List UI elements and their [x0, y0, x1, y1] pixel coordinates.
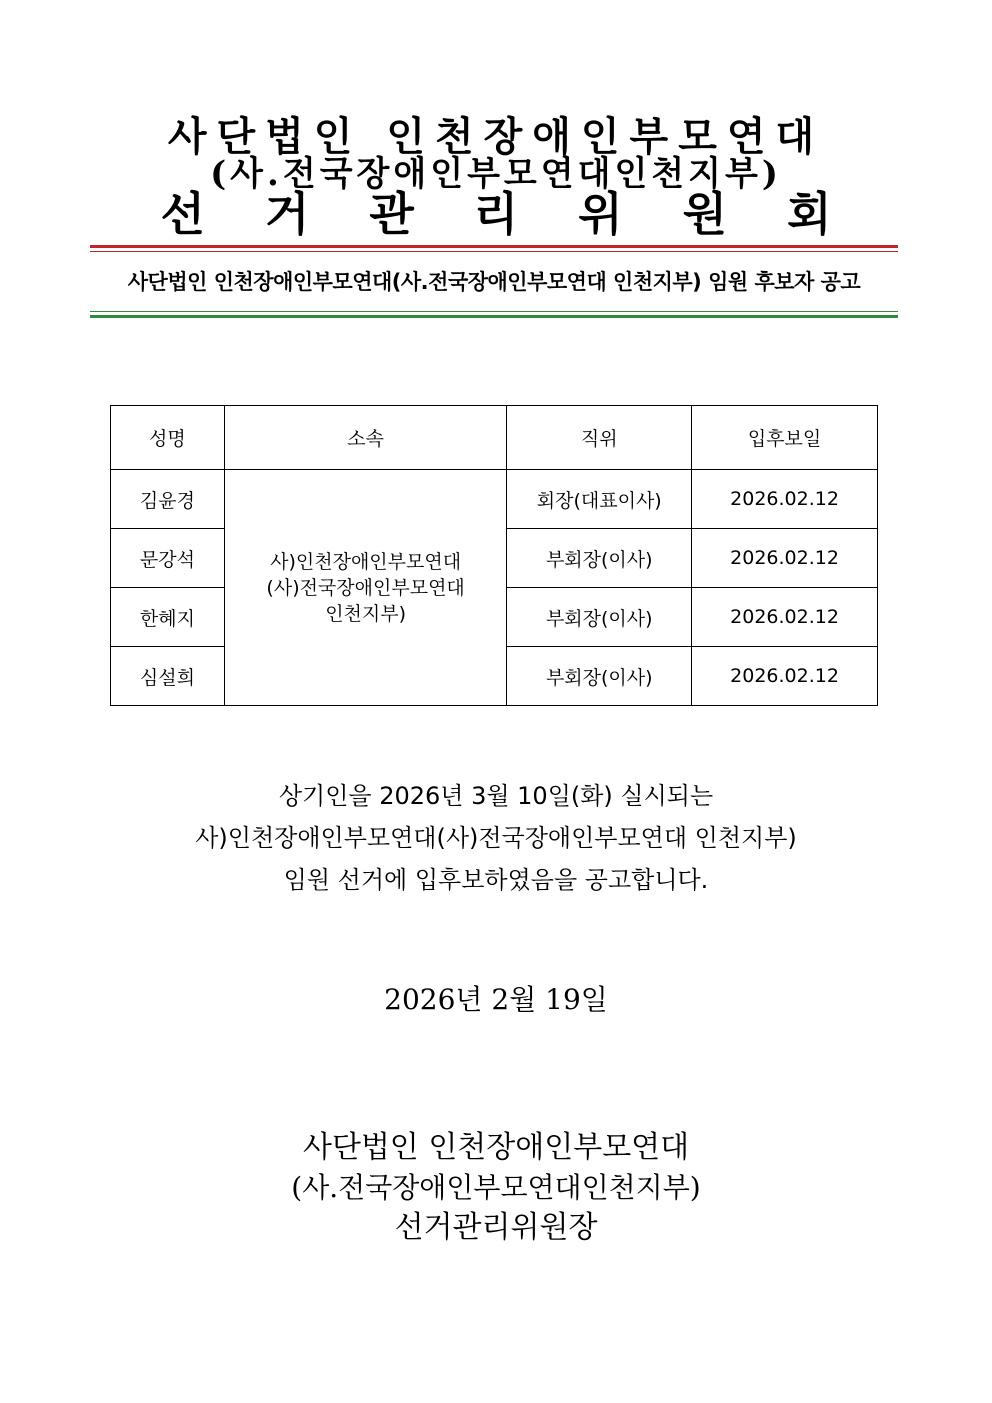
candidate-name: 한혜지: [111, 588, 225, 647]
red-rule-thin: [90, 251, 898, 252]
candidate-date: 2026.02.12: [692, 647, 878, 706]
candidate-date: 2026.02.12: [692, 529, 878, 588]
candidate-date: 2026.02.12: [692, 588, 878, 647]
notice-date: 2026년 2월 19일: [384, 983, 608, 1016]
header-name: 성명: [111, 406, 225, 470]
candidate-name: 심설희: [111, 647, 225, 706]
green-rule-thin: [90, 311, 898, 312]
signature-block: [0, 1128, 992, 1248]
header-affiliation: 소속: [224, 406, 507, 470]
body-line: 임원 선거에 입후보하였음을 공고합니다.: [283, 866, 709, 894]
affiliation-cell: [224, 470, 507, 706]
affiliation-line: 사)인천장애인부모연대: [270, 550, 462, 573]
candidate-position: 부회장(이사): [507, 529, 692, 588]
affiliation-line: 인천지부): [325, 602, 407, 625]
header-date: 입후보일: [692, 406, 878, 470]
org-title: 사단법인 인천장애인부모연대: [167, 113, 825, 160]
signature-org: 사단법인 인천장애인부모연대: [302, 1130, 690, 1165]
org-subtitle: (사.전국장애인부모연대인천지부): [210, 154, 782, 194]
committee-title: 선거관리위원회: [160, 187, 892, 241]
candidate-table: [110, 405, 878, 706]
candidate-position: 부회장(이사): [507, 647, 692, 706]
candidate-name: 문강석: [111, 529, 225, 588]
signature-title: 선거관리위원장: [394, 1210, 598, 1245]
red-rule-thick: [90, 245, 898, 248]
body-line: 사)인천장애인부모연대(사)전국장애인부모연대 인천지부): [195, 824, 797, 852]
candidate-position: 부회장(이사): [507, 588, 692, 647]
candidate-position: 회장(대표이사): [507, 470, 692, 529]
signature-branch: (사.전국장애인부모연대인천지부): [291, 1171, 701, 1204]
affiliation-line: (사)전국장애인부모연대: [266, 576, 465, 599]
body-line: 상기인을 2026년 3월 10일(화) 실시되는: [278, 782, 714, 810]
table-row: [111, 470, 878, 529]
candidate-name: 김윤경: [111, 470, 225, 529]
green-rule-thick: [90, 315, 898, 318]
notice-title: 사단법인 인천장애인부모연대(사.전국장애인부모연대 인천지부) 임원 후보자 공고: [127, 270, 861, 294]
candidate-date: 2026.02.12: [692, 470, 878, 529]
header-position: 직위: [507, 406, 692, 470]
notice-body: [0, 775, 992, 901]
table-header-row: [111, 406, 878, 470]
